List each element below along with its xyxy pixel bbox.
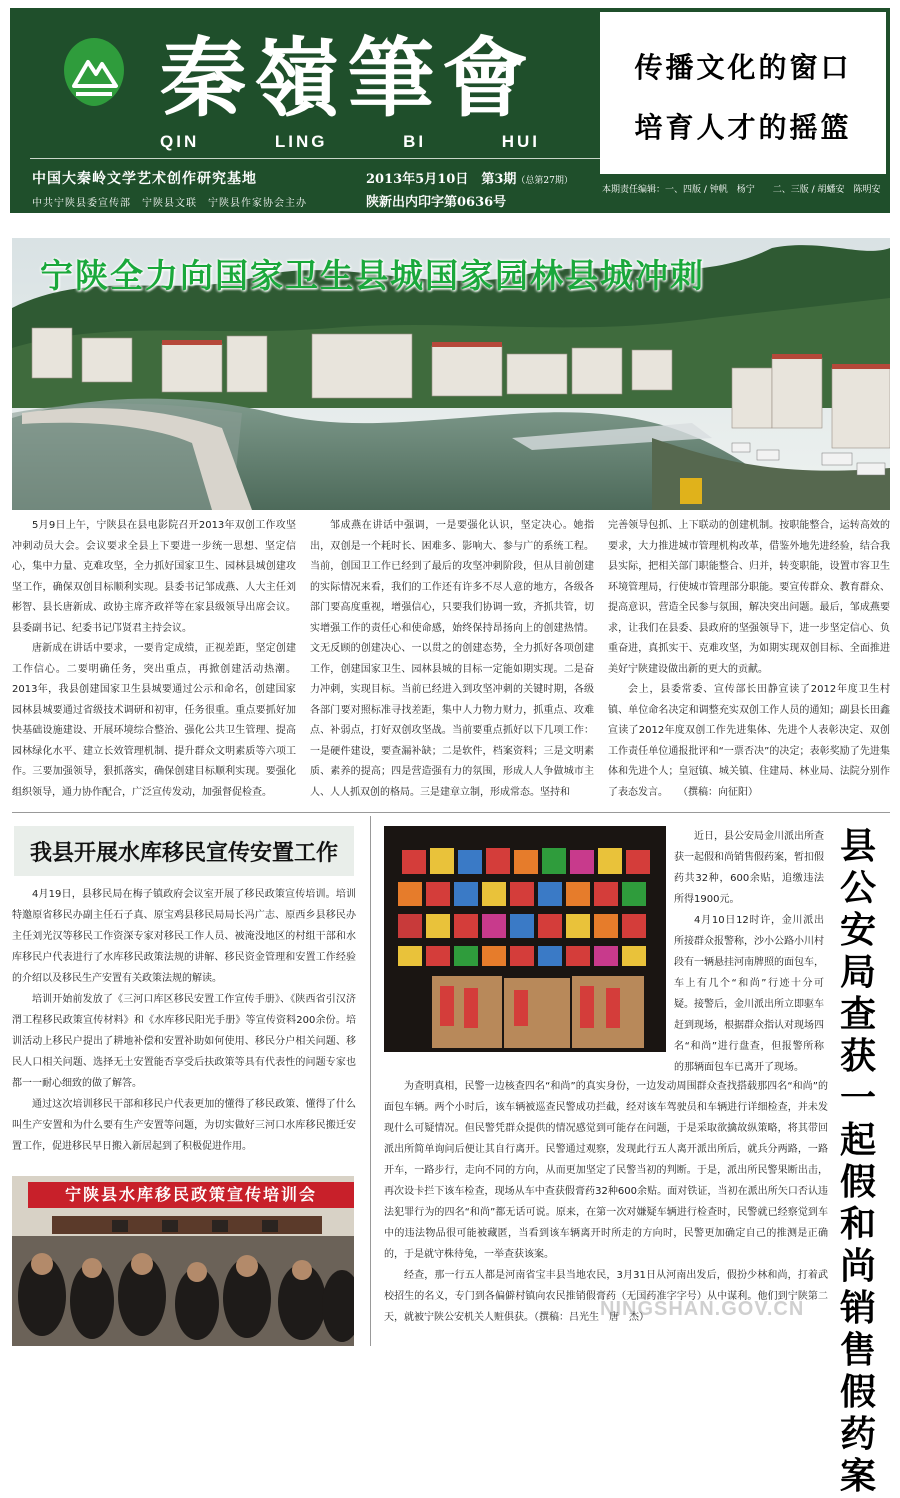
masthead-divider bbox=[30, 158, 600, 159]
paragraph: 邹成燕在讲话中强调，一是要强化认识，坚定决心。她指出，双创是一个耗时长、困难多、影响大、参与广的系统工程。当前，创国卫工作已经到了最后的攻坚冲刺阶段，但从目前创建的实际情况来看，我们的工作还有许多不尽人意的地方，各级各部门要高度重视，增强信心，只要我们协调一致，齐抓共管，切实增强工作的责任心和使命感，始终保持昂扬向上的创建热情。文无反顾的创建决心、一以贯之的创建态势，全力抓好各项创建工作，创建国家卫生、园林县城的目标一定能如期实现。二是奋力冲刺，实现目标。当前已经进入到攻坚冲刺的关键时期，各级各部门要对照标准寻找差距，集中人力物力财力，抓重点、攻难点、补弱点，打好双创攻坚战。当前要重点抓好以下几项工作：一是硬件建设，要查漏补缺；二是软件，档案资料；三是文明素质、素养的提高；四是营造强有力的氛围，形成人人争做城市主人、人人抓双创的格局。三是建章立制，形成常态。坚持和 bbox=[310, 520, 594, 798]
main-article-column-1 bbox=[12, 516, 296, 803]
masthead bbox=[10, 8, 890, 213]
police-article-intro bbox=[674, 826, 824, 1078]
publisher-info bbox=[32, 168, 307, 209]
newspaper-title: 秦嶺筆會 bbox=[160, 28, 536, 129]
editors-credit: 本期责任编辑：一、四版 / 钟帆 杨宁 二、三版 / 胡蟠安 陈明安 bbox=[602, 185, 881, 195]
police-article-title: 县公安局查获一起假和尚销售假药案 bbox=[839, 826, 876, 1497]
issue-date: 2013年5月10日 第3期 bbox=[366, 172, 517, 187]
column-divider bbox=[370, 816, 371, 1346]
slogan-line-1: 传播文化的窗口 bbox=[634, 51, 852, 84]
paragraph: 为查明真相，民警一边核查四名“和尚”的真实身份，一边发动周围群众查找搭载那四名“和尚”的面包车辆。两个小时后，该车辆被巡查民警成功拦截，经对该车驾驶员和车辆进行详细检查，并未发现什么可疑情况。但民警凭群众提供的情况感觉到可能存在问题，于是采取欲擒故纵策略，将其带回派出所简单询问后便让其自行离开。民警通过观察，发现此行五人离开派出所后，就兵分两路，一路开车，一路步行，走向不同的方向，从而更加坚定了民警当初的判断。于是，派出所民警果断出击，再次设卡拦下该车检查，现场从车中查获假膏药32种600余贴。面对铁证，当初在派出所矢口否认违法犯罪行为的四名“和尚”都无话可说。原来，在第一次对嫌疑车辆进行检查时，民警就已经察觉到车中的违法物品很可能被藏匿，当看到该车辆离开时所走的方向时，民警更加确定自己的推测是正确的，于是就守株待兔，一举查获该案。 bbox=[384, 1081, 828, 1260]
slogan-line-2: 培育人才的摇篮 bbox=[634, 111, 852, 144]
paragraph: 近日，县公安局金川派出所查获一起假和尚销售假药案，暂扣假药共32种，600余贴，追缴违法所得1900元。 bbox=[674, 831, 824, 905]
newspaper-title-pinyin bbox=[160, 132, 540, 152]
slogan-box bbox=[600, 12, 886, 174]
paragraph: 4月10日12时许，金川派出所接群众报警称，沙小公路小川村段有一辆悬挂河南牌照的面包车，车上有几个“和尚”行迹十分可疑。接警后，金川派出所立即驱车赶到现场，根据群众指认对现场四名“和尚”进行盘查，但报警所称的那辆面包车已离开了现场。 bbox=[674, 915, 824, 1073]
site-watermark: NINGSHAN.GOV.CN bbox=[600, 1298, 805, 1320]
paragraph: 会上，县委常委、宣传部长田静宣读了2012年度卫生村镇、单位命名决定和调整充实双创工作人员的通知；副县长田鑫宣读了2012年度双创工作先进集体、先进个人表彰决定、双创工作责任单位通报批评和“一票否决”的决定；表彰奖励了先进集体和先进个人；皇冠镇、城关镇、住建局、林业局、法院分别作了表态发言。 （撰稿：向征阳） bbox=[608, 684, 890, 798]
main-article-column-2 bbox=[310, 516, 594, 803]
reservoir-article-title: 我县开展水库移民宣传安置工作 bbox=[14, 826, 354, 876]
pinyin-syllable: QIN bbox=[160, 132, 200, 151]
section-divider bbox=[12, 812, 890, 813]
paragraph: 经查，那一行五人都是河南省宝丰县当地农民，3月31日从河南出发后，假扮少林和尚，打着武校招生的名义，专门到各偏僻村镇向农民推销假膏药（无国药准字字号）从中谋利。他们到宁陕第二天，就被宁陕公安机关人赃俱获。（撰稿：吕光生 唐 杰） bbox=[384, 1270, 828, 1323]
main-article-column-3 bbox=[608, 516, 890, 803]
paragraph: 完善领导包抓、上下联动的创建机制。按职能整合，运转高效的要求，大力推进城市管理机构改革，借鉴外地先进经验，结合我县实际，把相关部门职能整合、归并，转变职能，设置市容卫生环境管理局，行使城市管理部分职能。要宣传群众、教育群众、提高意识，营造全民参与氛围，解决突出问题。最后，邹成燕要求，让我们在县委、县政府的坚强领导下，进一步坚定信心、负重奋进，真抓实干、克难攻坚，为如期实现双创目标、全面推进美好宁陕建设做出新的更大的贡献。 bbox=[608, 520, 890, 675]
total-issue: （总第27期） bbox=[516, 176, 573, 186]
reservoir-article-body bbox=[12, 884, 356, 1157]
meeting-banner: 宁陕县水库移民政策宣传培训会 bbox=[28, 1182, 354, 1208]
newspaper-logo-icon bbox=[62, 36, 126, 108]
sponsors: 中共宁陕县委宣传部 宁陕县文联 宁陕县作家协会主办 bbox=[32, 198, 307, 209]
paragraph: 培训开始前发放了《三河口库区移民安置工作宣传手册》、《陕西省引汉济渭工程移民政策宣传材料》和《水库移民阳光手册》等宣传资料200余份。培训活动上移民户提出了耕地补偿和安置补助如何使用、移民分户相关问题、移民人口相关问题、选择无土安置能否享受后扶政策等具有代表性的问题专家也都一一耐心细致的做了解答。 bbox=[12, 994, 356, 1089]
paragraph: 唐新成在讲话中要求，一要肯定成绩，正视差距，坚定创建工作信心。二要明确任务，突出重点，再掀创建活动热潮。2013年，我县创建国家卫生县城要通过公示和命名，创建国家园林县城要通过省级技术调研和初审，任务很重。重点要抓好加快基础设施建设、开展环境综合整治、强化公共卫生管理、提高园林绿化水平、建立长效管理机制、提升群众文明素质等六项工作。三要加强领导，狠抓落实，确保创建目标顺利实现。要强化组织领导，通力协作配合，广泛宣传发动，加强督促检查。 bbox=[12, 643, 296, 798]
base-name: 中国大秦岭文学艺术创作研究基地 bbox=[32, 171, 257, 187]
print-permit: 陕新出内印字第0636号 bbox=[366, 195, 507, 210]
police-article-body bbox=[384, 1076, 828, 1328]
pinyin-syllable: BI bbox=[403, 132, 427, 151]
paragraph: 通过这次培训移民干部和移民户代表更加的懂得了移民政策、懂得了什么叫生产安置和为什么要有生产安置等问题，为切实做好三河口水库移民搬迁安置工作，促进移民早日搬入新居起到了积极促进作用。 bbox=[12, 1099, 356, 1152]
pinyin-syllable: LING bbox=[274, 132, 328, 151]
training-meeting-photo bbox=[12, 1176, 354, 1346]
seized-medicine-photo bbox=[384, 826, 666, 1052]
headline-title: 宁陕全力向国家卫生县城国家园林县城冲刺 bbox=[40, 256, 705, 295]
issue-info bbox=[366, 168, 573, 210]
pinyin-syllable: HUI bbox=[501, 132, 540, 151]
paragraph: 4月19日，县移民局在梅子镇政府会议室开展了移民政策宣传培训。培训特邀原省移民办副主任石子真、原宝鸡县移民局局长冯广志、原西乡县移民办主任刘光汉等移民工作资深专家对移民工作人员、被淹没地区的村组干部和水库移民户代表进行了水库移民政策法规的讲解、移民资金管理和安置工作经验的介绍以及移民生产安置有关政策法规的解读。 bbox=[12, 889, 356, 984]
paragraph: 5月9日上午，宁陕县在县电影院召开2013年双创工作攻坚冲刺动员大会。会议要求全县上下要进一步统一思想、坚定信心，集中力量、克难攻坚，全力抓好国家卫生、园林县城创建攻坚工作，确保双创目标顺利实现。县委书记邹成燕、人大主任刘彬智、县长唐新成、政协主席齐政祥等在家县级领导出席会议。县委副书记、纪委书记邝贤君主持会议。 bbox=[12, 520, 296, 634]
